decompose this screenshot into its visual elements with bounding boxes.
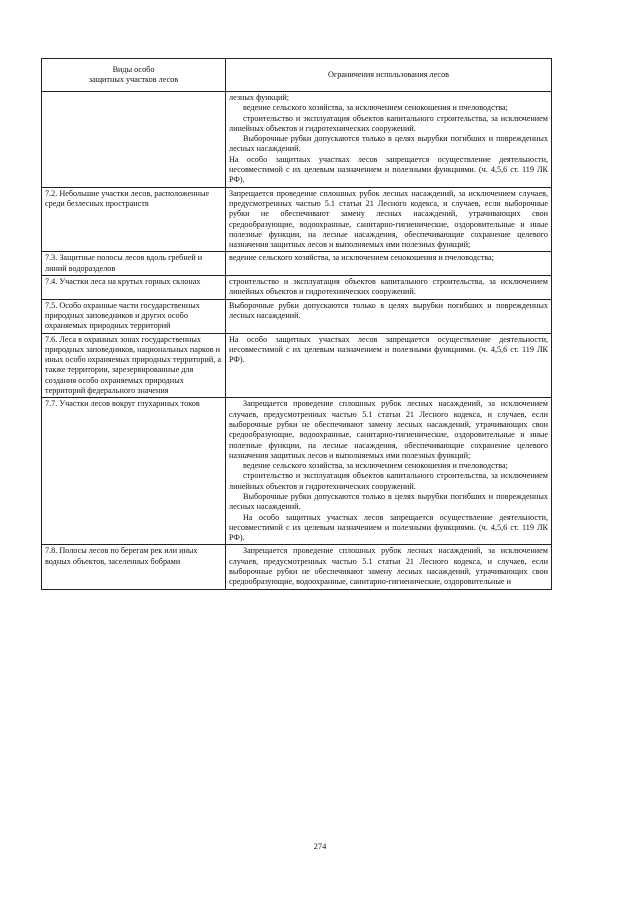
- header-kinds-line2: защитных участков лесов: [88, 75, 179, 84]
- forest-area-kind: 7.8. Полосы лесов по берегам рек или иных водных объектов, заселенных бобрами: [42, 545, 226, 589]
- page-number: 274: [313, 841, 327, 851]
- restriction-paragraph: ведение сельского хозяйства, за исключением сенокошения и пчеловодства;: [243, 103, 508, 113]
- restriction-paragraph: На особо защитных участках лесов запрещается осуществление деятельности, несовместимой с их целевым назначением и полезными функциями. (ч. 4,5,6 ст. 119 ЛК РФ).: [229, 154, 548, 185]
- header-kinds-line1: Виды особо: [112, 64, 155, 74]
- restriction-paragraph: строительство и эксплуатация объектов капитального строительства, за исключением линейных объектов и гидротехнических сооружений.: [229, 471, 548, 491]
- restriction-cell: [226, 398, 552, 545]
- header-kinds: [42, 59, 226, 92]
- restriction-cell: [226, 187, 552, 252]
- table-row: [42, 276, 552, 300]
- table-row: [42, 545, 552, 589]
- table-row: [42, 299, 552, 333]
- restriction-paragraph: Выборочные рубки допускаются только в целях вырубки погибших и поврежденных лесных насаждений.: [229, 134, 548, 154]
- forest-area-kind: 7.4. Участки леса на крутых горных склонах: [42, 276, 226, 300]
- restriction-paragraph: ведение сельского хозяйства, за исключением сенокошения и пчеловодства;: [229, 253, 494, 263]
- table-row: [42, 333, 552, 398]
- forest-area-kind: [42, 92, 226, 188]
- restriction-paragraph: строительство и эксплуатация объектов капитального строительства, за исключением линейных объектов и гидротехнических сооружений.: [229, 277, 548, 297]
- restriction-cell: [226, 276, 552, 300]
- restriction-paragraph: На особо защитных участках лесов запрещается осуществление деятельности, несовместимой с их целевым назначением и полезными функциями. (ч. 4,5,6 ст. 119 ЛК РФ).: [229, 334, 548, 365]
- restriction-paragraph: лезных функций;: [229, 93, 290, 102]
- forest-area-kind: 7.2. Небольшие участки лесов, расположенные среди безлесных пространств: [42, 187, 226, 252]
- restriction-cell: [226, 545, 552, 589]
- restriction-paragraph: На особо защитных участках лесов запрещается осуществление деятельности, несовместимой с их целевым назначением и полезными функциями. (ч. 4,5,6 ст. 119 ЛК РФ).: [229, 512, 548, 543]
- table-row: [42, 398, 552, 545]
- forest-area-kind: 7.6. Леса в охранных зонах государственных природных заповедников, национальных парков и иных особо охраняемых природных территорий, а также территории, зарезервированные для создания особо охраняемых природных территорий федерального значения: [42, 333, 226, 398]
- restriction-paragraph: Запрещается проведение сплошных рубок лесных насаждений, за исключением случаев, предусмотренных частью 5.1 статьи 21 Лесного кодекса, и случаев, если выборочные рубки не обеспечивают замену лесных насаждений, утрачивающих свои средообразующие, водоохранные, санитарно-гигиенические, оздоровительные и иные полезные функции, на лесные насаждения, обеспечивающие сохранение целевого назначения защитных лесов и выполняемых ими полезных функций;: [229, 399, 548, 460]
- table-row: [42, 252, 552, 276]
- forest-area-kind: 7.5. Особо охранные части государственных природных заповедников и других особо охраняемых природных территорий: [42, 299, 226, 333]
- restriction-paragraph: Выборочные рубки допускаются только в целях вырубки погибших и поврежденных лесных насаждений.: [229, 491, 548, 512]
- restriction-paragraph: Запрещается проведение сплошных рубок лесных насаждений, за исключением случаев, предусмотренных частью 5.1 статьи 21 Лесного кодекса, и случаев, если выборочные рубки не обеспечивают замену лесных насаждений, утрачивающих свои средообразующие, водоохранные, санитарно-гигиенические, оздоровительные и иные полезные функции, на лесные насаждения, обеспечивающие сохранение целевого назначения защитных лесов и выполняемых ими полезных функций;: [229, 188, 548, 250]
- restriction-paragraph: ведение сельского хозяйства, за исключением сенокошения и пчеловодства;: [243, 461, 508, 471]
- restriction-cell: [226, 252, 552, 276]
- restriction-paragraph: строительство и эксплуатация объектов капитального строительства, за исключением линейных объектов и гидротехнических сооружений.: [229, 113, 548, 133]
- table-header-row: [42, 59, 552, 92]
- restriction-cell: [226, 333, 552, 398]
- restriction-paragraph: Запрещается проведение сплошных рубок лесных насаждений, за исключением случаев, предусмотренных частью 5.1 статьи 21 Лесного кодекса, и случаев, если выборочные рубки не обеспечивают замену лесных насаждений, утрачивающих свои средообразующие, водоохранные, санитарно-гигиенические, оздоровительные и: [229, 546, 548, 587]
- forest-area-kind: 7.3. Защитные полосы лесов вдоль гребней и линий водоразделов: [42, 252, 226, 276]
- restrictions-table: [41, 58, 552, 590]
- restriction-paragraph: Выборочные рубки допускаются только в целях вырубки погибших и поврежденных лесных насаждений.: [229, 300, 548, 320]
- table-row: [42, 92, 552, 188]
- forest-area-kind: 7.7. Участки лесов вокруг глухариных токов: [42, 398, 226, 545]
- header-restrictions: Ограничения использования лесов: [226, 59, 552, 92]
- restriction-cell: [226, 299, 552, 333]
- restriction-cell: [226, 92, 552, 188]
- table-row: [42, 187, 552, 252]
